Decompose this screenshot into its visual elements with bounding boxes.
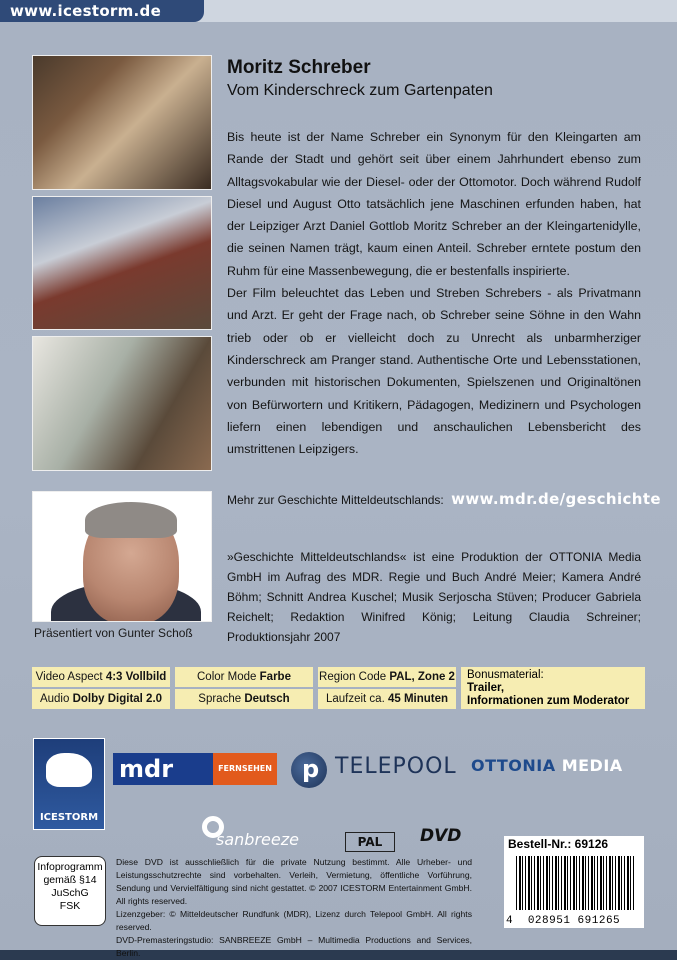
spec-color-mode: Color Mode Farbe [175, 667, 313, 687]
fernsehen-logo-text: FERNSEHEN [213, 753, 277, 785]
barcode-number: 028951 691265 [527, 915, 621, 927]
page-subtitle: Vom Kinderschreck zum Gartenpaten [227, 82, 493, 99]
more-info-label: Mehr zur Geschichte Mitteldeutschlands: [227, 493, 444, 507]
legal-line-1: Diese DVD ist ausschließlich für die private Nutzung bestimmt. Alle Urheber- und Leistungsschutzrechte sind vorbehalten. Verleih, Vermietung, öffentliche Vorführung, Sendung und Vervielfältigung sind nicht gestattet. © 2007 ICESTORM Entertainment GmbH. All rights reserved. [116, 857, 472, 906]
spec-language: Sprache Deutsch [175, 689, 313, 709]
presenter-caption: Präsentiert von Gunter Schoß [34, 626, 193, 640]
spec-bonus-material [461, 667, 645, 709]
film-still-3 [32, 336, 212, 471]
sanbreeze-logo-text: sanbreeze [216, 830, 299, 849]
sanbreeze-logo [202, 812, 322, 850]
bonus-item-trailer: Trailer, [467, 682, 505, 694]
bonus-label: Bonusmaterial: [467, 669, 544, 681]
fsk-rating-box: Infoprogramm gemäß §14 JuSchG FSK [34, 856, 106, 926]
icestorm-logo [33, 738, 105, 830]
spec-audio: Audio Dolby Digital 2.0 [32, 689, 170, 709]
spec-video-aspect: Video Aspect 4:3 Vollbild [32, 667, 170, 687]
presenter-hair [85, 502, 177, 538]
film-still-1 [32, 55, 212, 190]
website-url[interactable]: www.icestorm.de [0, 0, 204, 22]
barcode-first-digit: 4 [506, 915, 513, 927]
legal-notice [116, 856, 472, 960]
production-credits: »Geschichte Mitteldeutschlands« ist eine Produktion der OTTONIA Media GmbH im Aufrag des MDR. Regie und Buch André Meier; Kamera André Böhm; Schnitt Andrea Kuschel; Musik Serjoscha Stüven; Producer Gabriela Reichelt; Redaktion Winifred König; Leitung Claudia Schreiner; Produktionsjahr 2007 [227, 550, 641, 644]
spec-region-code: Region Code PAL, Zone 2 [318, 667, 456, 687]
legal-line-3: DVD-Premasteringstudio: SANBREEZE GmbH – Multimedia Productions and Services, Berlin. [116, 935, 472, 958]
synopsis [227, 126, 641, 460]
spec-runtime: Laufzeit ca. 45 Minuten [318, 689, 456, 709]
film-still-2 [32, 196, 212, 330]
ottonia-media-logo: OTTONIA MEDIA [471, 756, 623, 775]
barcode-panel [504, 836, 644, 928]
synopsis-paragraph-2: Der Film beleuchtet das Leben und Streben Schrebers - als Privatmann und Arzt. Er geht der Frage nach, ob Schreber seine Söhne in den Wahn trieb oder ob er vielleicht doch zu Unrecht als unbarmherziger Kinderschreck am Pranger stand. Authentische Orte und Lebensstationen, verbunden mit historischen Dokumenten, Spielszenen und Originaltönen von Befürwortern und Kritikern, Pädagogen, Medizinern und Psychologen liefern einen lebendigen und anschaulichen Lebensbericht des umstrittenen Leipzigers. [227, 286, 641, 457]
more-info-url[interactable]: www.mdr.de/geschichte [451, 490, 661, 508]
telepool-logo-text: TELEPOOL [335, 754, 457, 779]
order-number: Bestell-Nr.: 69126 [508, 837, 609, 851]
bonus-item-info: Informationen zum Moderator [467, 695, 630, 707]
telepool-p-icon: p [291, 752, 327, 788]
more-info-line [227, 490, 661, 508]
pal-badge: PAL [345, 832, 395, 852]
presenter-photo [32, 491, 212, 622]
barcode-icon [516, 856, 636, 910]
mdr-logo [113, 753, 277, 785]
icestorm-logo-text: ICESTORM [39, 812, 99, 823]
mdr-logo-text: mdr [119, 755, 174, 783]
legal-line-2: Lizenzgeber: © Mitteldeutscher Rundfunk (MDR), Lizenz durch Telepool GmbH. All rights reserved. [116, 909, 472, 932]
dvd-video-logo: DVD [420, 826, 462, 846]
page-title: Moritz Schreber [227, 57, 371, 78]
telepool-logo [291, 750, 461, 790]
polar-bear-icon [46, 753, 92, 787]
synopsis-paragraph-1: Bis heute ist der Name Schreber ein Synonym für den Kleingarten am Rande der Stadt und gehört seit über einem Jahrhundert ebenso zum Alltagsvokabular wie der Diesel- oder der Ottomotor. Doch während Rudolf Diesel und August Otto tatsächlich jene Maschinen erfunden haben, hat der Leipziger Arzt Daniel Gottlob Moritz Schreber an der Kleingartenidylle, die seinen Namen trägt, kaum einen Anteil. Schreber erntete postum den Ruhm für eine Massenbewegung, die er bestenfalls inspirierte. [227, 130, 641, 278]
